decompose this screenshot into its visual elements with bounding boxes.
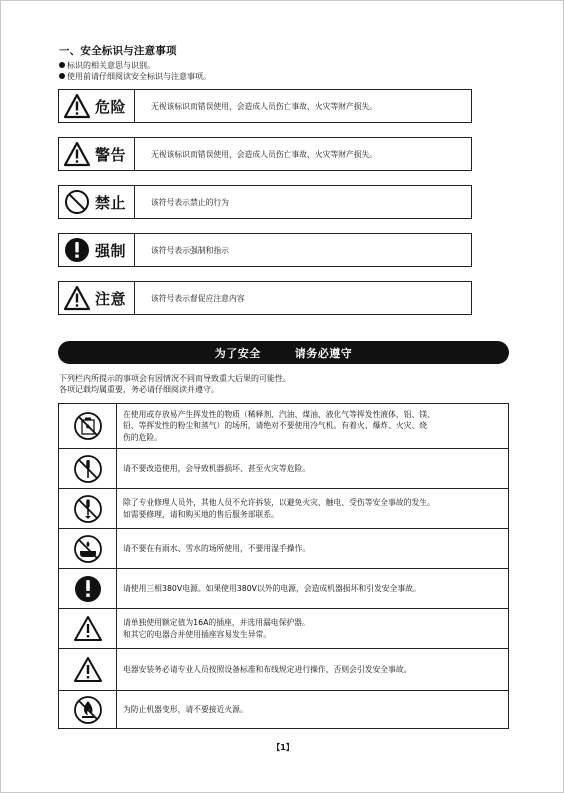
symbol-box-warning: [58, 137, 472, 171]
row-icon-cell: [59, 609, 117, 648]
intro-line: [59, 72, 211, 82]
row-icon-cell: [59, 449, 117, 488]
bullet-dot: [59, 62, 65, 68]
intro-text: 标识的相关意思与识别。: [67, 61, 155, 70]
symbol-word: 强制: [95, 241, 127, 260]
symbol-description: 无视该标识而错误使用，会造成人员伤亡事故、火灾等财产损失。: [151, 149, 378, 159]
no-water-icon: [73, 534, 103, 564]
symbol-icon-cell: [59, 138, 135, 170]
row-text: [123, 609, 502, 648]
rule-line: 除了专业修理人员外，其他人员不允许拆装，以避免火灾、触电、受伤等安全事故的发生。: [123, 498, 435, 507]
mandatory-exclamation-icon: [63, 237, 91, 263]
no-modify-icon: [73, 454, 103, 484]
warning-triangle-icon: [73, 655, 103, 685]
symbol-description: 该符号表示禁止的行为: [151, 197, 229, 207]
intro-line: [59, 61, 155, 71]
table-row: [59, 449, 508, 489]
row-icon-cell: [59, 529, 117, 568]
symbol-icon-cell: [59, 234, 135, 266]
table-row: [59, 691, 508, 729]
notice-line: 各项记载均属重要，务必请仔细阅读并遵守。: [59, 385, 219, 394]
rule-line: 在使用或存放易产生挥发性的物质（稀释剂、汽油、煤油、液化气等挥发性液体，铝、镁、: [123, 409, 435, 419]
safety-rules-table: [58, 403, 509, 729]
bullet-dot: [59, 73, 65, 79]
warning-triangle-icon: [63, 285, 91, 311]
no-flammable-icon: [73, 411, 103, 441]
rule-line: 请单独使用额定值为16A的插座，并选用漏电保护器。: [123, 618, 310, 627]
rule-line: 和其它的电器合并使用插座容易发生异常。: [123, 629, 272, 639]
table-row: [59, 404, 508, 449]
mandatory-exclamation-icon: [73, 574, 103, 604]
row-icon-cell: [59, 404, 117, 448]
row-text: [123, 649, 502, 690]
table-row: [59, 609, 508, 649]
row-text: [123, 691, 502, 728]
symbol-description: 该符号表示强制和指示: [151, 245, 229, 255]
banner-right-text: 请务必遵守: [294, 346, 353, 360]
row-text: [123, 404, 502, 448]
symbol-word: 危险: [95, 97, 127, 116]
row-text: [123, 449, 502, 488]
warning-triangle-icon: [63, 141, 91, 167]
rule-line: 为防止机器变形，请不要接近火源。: [123, 704, 248, 714]
table-row: [59, 569, 508, 609]
symbol-icon-cell: [59, 186, 135, 218]
symbol-word: 禁止: [95, 193, 127, 212]
symbol-description: 该符号表示督促应注意内容: [151, 293, 245, 303]
symbol-box-danger: [58, 89, 472, 123]
table-row: [59, 529, 508, 569]
row-text: [123, 529, 502, 568]
rule-line: 伤的危险。: [123, 432, 162, 442]
row-icon-cell: [59, 569, 117, 608]
rule-line: 请使用三相380V电源。如果使用380V以外的电源，会造成机器损坏和引发安全事故。: [123, 583, 421, 593]
row-icon-cell: [59, 489, 117, 528]
symbol-word: 注意: [95, 289, 127, 308]
rule-line: 请不要改造使用，会导致机器损坏、甚至火灾等危险。: [123, 463, 311, 473]
rule-line: 铅、等挥发性的粉尘和蒸气）的场所，请绝对不要使用冷气机。有着火、爆炸、火灾、烧: [123, 421, 428, 431]
symbol-box-prohibited: [58, 185, 472, 219]
row-icon-cell: [59, 649, 117, 690]
intro-text: 使用前请仔细阅读安全标识与注意事项。: [67, 72, 211, 81]
symbol-icon-cell: [59, 90, 135, 122]
table-row: [59, 489, 508, 529]
section-title: 一、安全标识与注意事项: [59, 45, 177, 57]
symbol-box-caution: [58, 281, 472, 315]
symbol-box-mandatory: [58, 233, 472, 267]
row-text: [123, 489, 502, 528]
warning-triangle-icon: [63, 93, 91, 119]
symbol-description: 无视该标识而错误使用，会造成人员伤亡事故、火灾等财产损失。: [151, 101, 378, 111]
banner-left-text: 为了安全: [214, 346, 261, 360]
symbol-icon-cell: [59, 282, 135, 314]
safety-banner: [58, 341, 509, 364]
rule-line: 请不要在有雨水、雪水的场所使用，不要用湿手操作。: [123, 543, 311, 553]
notice-line: 下列栏内所提示的事项会有因情况不同而导致重大后果的可能性。: [59, 374, 291, 383]
symbol-word: 警告: [95, 145, 127, 164]
prohibition-icon: [63, 189, 91, 215]
no-disassemble-icon: [73, 494, 103, 524]
row-text: [123, 569, 502, 608]
warning-triangle-icon: [73, 614, 103, 644]
row-icon-cell: [59, 691, 117, 728]
page-number: 【1】: [272, 743, 294, 752]
table-row: [59, 649, 508, 691]
rule-line: 如需要修理，请和购买地的售后服务部联系。: [123, 509, 279, 519]
rule-line: 电器安装务必请专业人员按照设备标准和布线规定进行操作，否则会引发安全事故。: [123, 664, 412, 674]
no-fire-icon: [73, 695, 103, 725]
